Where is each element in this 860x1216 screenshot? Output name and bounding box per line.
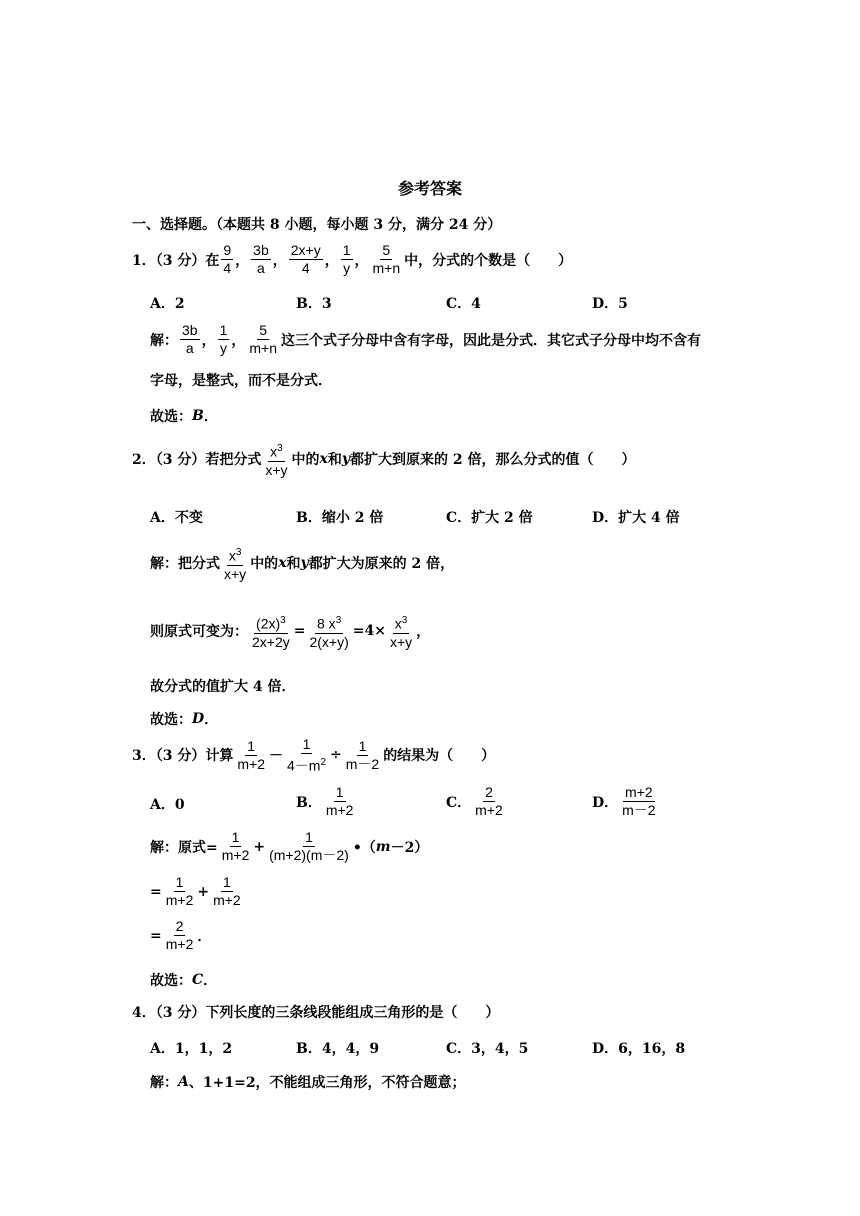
fraction: $\frac{1}{4-m^2}$ [286, 736, 326, 774]
page-title: 参考答案 [397, 179, 462, 198]
q1-option-b: B．3 [296, 296, 332, 312]
q3-answer: 故选： C ． [150, 972, 218, 989]
fraction: $\frac{1}{m+2}$ [165, 874, 194, 908]
fraction: $\frac{5}{m+n}$ [372, 242, 401, 276]
q3-option-b: B． $\frac{1}{m+2}$ [296, 784, 354, 818]
q1-solution-line-2: 字母，是整式，而不是分式． [150, 373, 332, 389]
q1-prefix: 1．（3 分）在 [132, 252, 220, 269]
fraction: $\frac{2}{m+2}$ [475, 784, 503, 818]
q2-solution-line-1: 解：把分式 $\frac{x^3}{x+y}$ 中的 x 和 y 都扩大为原来的 2 倍， [150, 544, 454, 583]
q1-solution-line-1: 解： $\frac{3b}{a}$ ， $\frac{1}{y}$ ， $\frac{5}{m+n}$ 这三个式子分母中含有字母，因此是分式．其它式子分母中均不含有 [150, 322, 701, 356]
q1-option-a: A．2 [150, 296, 185, 312]
fraction: $\frac{1}{y}$ [342, 242, 351, 276]
fraction: $\frac{5}{m+n}$ [249, 322, 277, 356]
q1-suffix: 中，分式的个数是（ ） [404, 252, 573, 269]
q1-option-c: C．4 [446, 296, 481, 312]
section-heading: 一、选择题。（本题共 8 小题，每小题 3 分，满分 24 分） [132, 217, 502, 233]
q3-solution-line-2: = $\frac{1}{m+2}$ + $\frac{1}{m+2}$ [150, 874, 241, 908]
q3-solution-line-1: 解：原式= $\frac{1}{m+2}$ + $\frac{1}{(m+2)(m-2)}$ •（ m －2） [150, 829, 429, 863]
fraction: $\frac{(2x)^3}{2x+2y}$ [250, 612, 292, 651]
q3-option-d: D． $\frac{m+2}{m-2}$ [592, 784, 656, 818]
q2-answer: 故选： D ． [150, 711, 219, 728]
q1-option-d: D．5 [592, 296, 628, 312]
question-1-stem: 1．（3 分）在 $\frac{9}{4}$ ， $\frac{3b}{a}$ ， $\frac{2x+y}{4}$ ， $\frac{1}{y}$ ， $\frac{5}{m+n}$ 中，分式的个数是（ ） [132, 242, 573, 276]
q4-option-c: C．3，4，5 [446, 1041, 529, 1057]
question-2-stem: 2．（3 分）若把分式 $\frac{x^3}{x+y}$ 中的 x 和 y 都扩大到原来的 2 倍，那么分式的值（ ） [132, 440, 636, 479]
fraction: $\frac{x^3}{x+y}$ [222, 544, 248, 583]
fraction: $\frac{m+2}{m-2}$ [622, 784, 656, 818]
q2-solution-line-2: 则原式可变为： $\frac{(2x)^3}{2x+2y}$ = $\frac{8 x^3}{2(x+y)}$ =4× $\frac{x^3}{x+y}$ ， [150, 612, 430, 651]
fraction: $\frac{1}{m-2}$ [345, 737, 380, 772]
q2-option-c: C．扩大 2 倍 [446, 510, 533, 526]
fraction: $\frac{1}{m+2}$ [213, 874, 241, 908]
fraction: $\frac{3b}{a}$ [253, 242, 269, 276]
fraction: $\frac{8 x^3}{2(x+y)}$ [307, 612, 350, 651]
q2-option-a: A．不变 [150, 510, 203, 526]
fraction: $\frac{1}{(m+2)(m-2)}$ [269, 829, 349, 863]
fraction: $\frac{x^3}{x+y}$ [263, 440, 289, 479]
q4-option-b: B．4，4，9 [296, 1041, 380, 1057]
q3-option-c: C． $\frac{2}{m+2}$ [446, 784, 503, 818]
q4-solution-line-1: 解： A 、1+1=2，不能组成三角形，不符合题意； [150, 1074, 466, 1091]
question-3-stem: 3．（3 分）计算 $\frac{1}{m+2}$ － $\frac{1}{4-m^2}$ ÷ $\frac{1}{m-2}$ 的结果为（ ） [132, 736, 496, 774]
q2-option-b: B．缩小 2 倍 [296, 510, 384, 526]
q3-solution-line-3: = $\frac{2}{m+2}$ ． [150, 918, 212, 952]
q2-option-d: D．扩大 4 倍 [592, 510, 680, 526]
q1-answer: 故选： B ． [150, 408, 218, 425]
q3-option-a: A．0 [150, 797, 185, 813]
q2-solution-line-3: 故分式的值扩大 4 倍． [150, 679, 296, 695]
fraction: $\frac{1}{m+2}$ [237, 737, 265, 772]
question-4-stem: 4．（3 分）下列长度的三条线段能组成三角形的是（ ） [132, 1005, 500, 1021]
fraction: $\frac{9}{4}$ [223, 242, 232, 276]
fraction: $\frac{x^3}{x+y}$ [388, 612, 414, 651]
fraction: $\frac{2x+y}{4}$ [290, 242, 321, 276]
q4-option-a: A．1，1，2 [150, 1041, 233, 1057]
fraction: $\frac{1}{y}$ [219, 322, 228, 356]
fraction: $\frac{2}{m+2}$ [165, 918, 194, 952]
q4-option-d: D．6，16，8 [592, 1041, 686, 1057]
fraction: $\frac{1}{m+2}$ [325, 784, 354, 818]
fraction: $\frac{1}{m+2}$ [221, 829, 250, 863]
fraction: $\frac{3b}{a}$ [182, 322, 198, 356]
